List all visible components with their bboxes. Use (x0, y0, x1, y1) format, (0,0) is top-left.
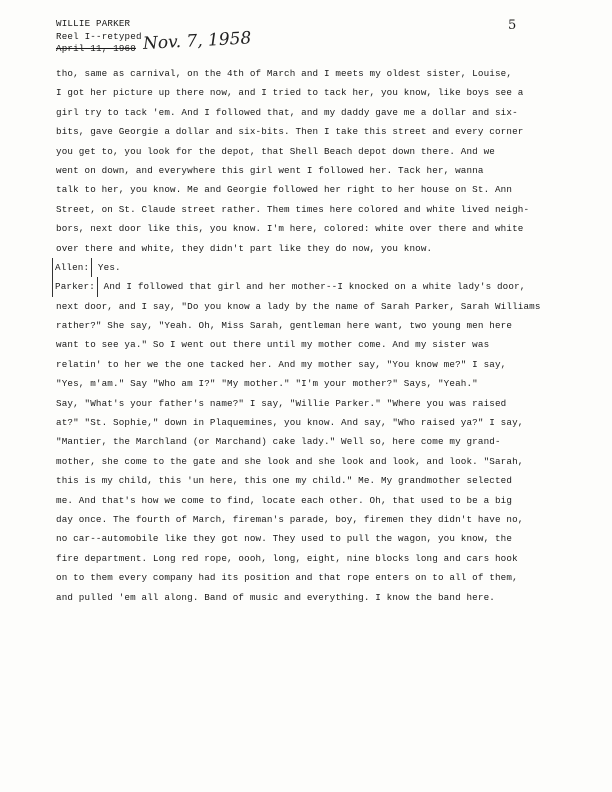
transcript-line: day once. The fourth of March, fireman's parade, boy, firemen they didn't have no, (56, 513, 524, 525)
transcript-line: "Mantier, the Marchland (or Marchand) cake lady." Well so, here come my grand- (56, 436, 501, 448)
handwritten-date: Nov. 7, 1958 (142, 28, 252, 54)
speaker-parker: Parker: (52, 277, 98, 296)
allen-line (56, 258, 576, 277)
transcript-line: rather?" She say, "Yeah. Oh, Miss Sarah, gentleman here want, two young men here (56, 320, 513, 332)
transcript-line: over there and white, they didn't part like they do now, you know. (56, 242, 433, 254)
transcript-line: bits, gave Georgie a dollar and six-bits. Then I take this street and every corner (56, 126, 524, 138)
transcript-line: next door, and I say, "Do you know a lady by the name of Sarah Parker, Sarah Williams (56, 300, 541, 312)
transcript-line: at?" "St. Sophie," down in Plaquemines, you know. And say, "Who raised ya?" I say, (56, 417, 524, 429)
transcript-line: this is my child, this 'un here, this one my child." Me. My grandmother selected (56, 475, 513, 487)
page-number: 5 (508, 18, 517, 33)
transcript-line: mother, she come to the gate and she look and she look and look, and look. "Sarah, (56, 455, 524, 467)
allen-text: Yes. (92, 261, 121, 273)
transcript-line: fire department. Long red rope, oooh, long, eight, nine blocks long and cars hook (56, 552, 518, 564)
parker-line (56, 277, 576, 296)
transcript-line: me. And that's how we come to find, locate each other. Oh, that used to be a big (56, 494, 513, 506)
transcript-line: "Yes, m'am." Say "Who am I?" "My mother." "I'm your mother?" Says, "Yeah." (56, 378, 478, 390)
transcript-line: Say, "What's your father's name?" I say, "Willie Parker." "Where you was raised (56, 397, 507, 409)
parker-text: And I followed that girl and her mother--I knocked on a white lady's door, (97, 281, 526, 293)
transcript-line: want to see ya." So I went out there until my mother come. And my sister was (56, 339, 490, 351)
reel-label: Reel I--retyped (56, 30, 142, 42)
speaker-allen: Allen: (52, 258, 92, 277)
transcript-line: tho, same as carnival, on the 4th of March and I meets my oldest sister, Louise, (56, 68, 513, 79)
transcript-line: bors, next door like this, you know. I'm here, colored: white over there and white (56, 223, 524, 235)
transcript-line: relatin' to her we the one tacked her. And my mother say, "You know me?" I say, (56, 358, 507, 370)
transcript-line: no car--automobile like they got now. They used to pull the wagon, you know, the (56, 533, 513, 545)
transcript-line: on to them every company had its position and that rope enters on to all of them, (56, 572, 518, 584)
transcript-line: you get to, you look for the depot, that Shell Beach depot down there. And we (56, 145, 495, 157)
page-header (56, 18, 142, 56)
transcript-line: girl try to tack 'em. And I followed that, and my daddy gave me a dollar and six- (56, 106, 518, 118)
transcript-line: talk to her, you know. Me and Georgie followed her right to her house on St. Ann (56, 184, 513, 196)
interviewee-name: WILLIE PARKER (56, 18, 131, 29)
transcript-line: Street, on St. Claude street rather. Them times here colored and white lived neigh- (56, 203, 530, 215)
transcript-line: and pulled 'em all along. Band of music and everything. I know the band here. (56, 591, 495, 603)
transcript-line: went on down, and everywhere this girl went I followed her. Tack her, wanna (56, 164, 484, 176)
typed-date: April 11, 1960 (56, 43, 136, 54)
transcript-body (56, 64, 576, 607)
transcript-line: I got her picture up there now, and I tried to tack her, you know, like boys see a (56, 87, 524, 99)
